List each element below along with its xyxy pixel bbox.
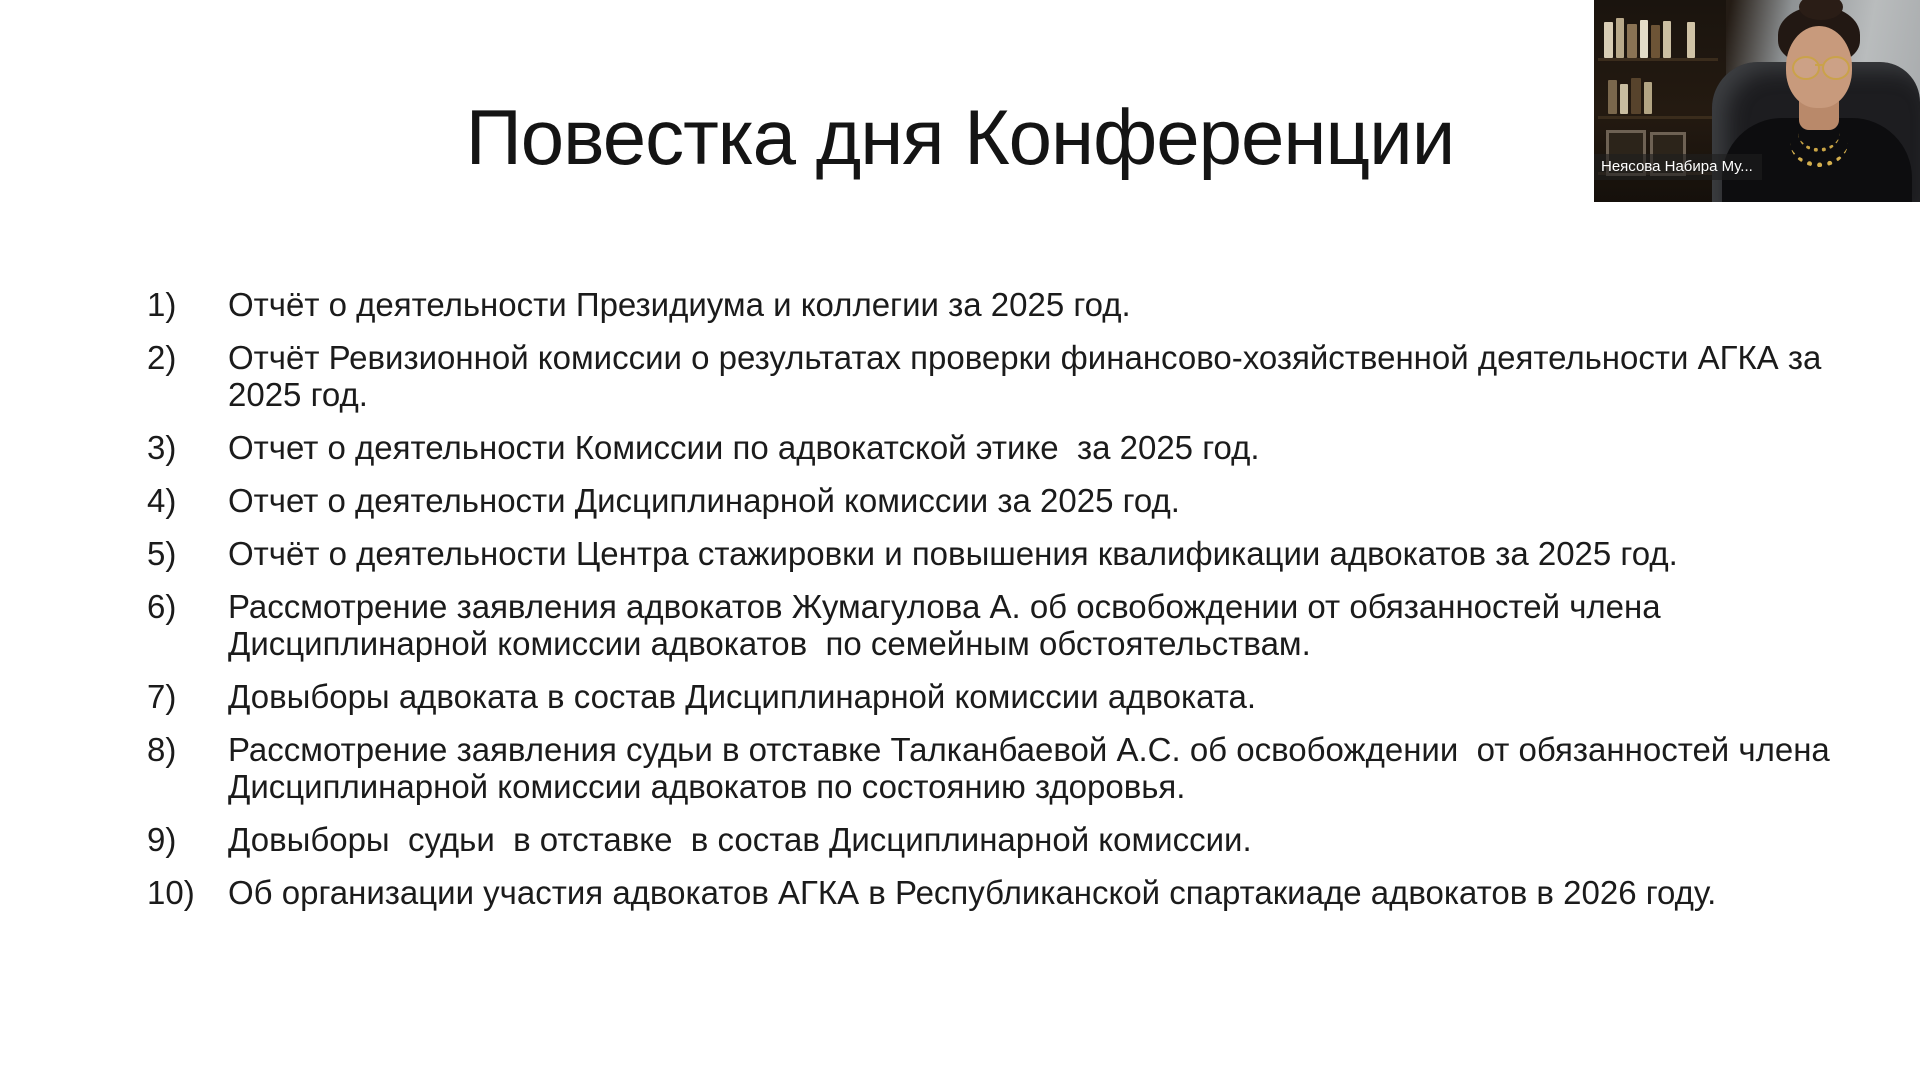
agenda-item-text: Отчёт Ревизионной комиссии о результатах проверки финансово-хозяйственной деятельности АГКА за 2025 год. xyxy=(228,339,1831,413)
gold-chain-graphic xyxy=(1798,114,1840,152)
agenda-item-number: 9) xyxy=(147,821,177,858)
agenda-item-text: Рассмотрение заявления судьи в отставке Талканбаевой А.С. об освобождении от обязанностей члена Дисциплинарной комиссии адвокатов по состоянию здоровья. xyxy=(228,731,1839,805)
agenda-item-text: Довыборы адвоката в состав Дисциплинарной комиссии адвоката. xyxy=(228,678,1256,715)
agenda-list xyxy=(147,286,1867,927)
book-spine xyxy=(1640,20,1648,58)
agenda-item-number: 3) xyxy=(147,429,177,466)
agenda-item-number: 7) xyxy=(147,678,177,715)
participant-name-label: Неясова Набира Му... xyxy=(1594,154,1762,180)
agenda-item-number: 1) xyxy=(147,286,177,323)
book-spine xyxy=(1604,22,1613,58)
agenda-item-number: 8) xyxy=(147,731,177,768)
book-spine xyxy=(1616,18,1624,58)
agenda-item-number: 6) xyxy=(147,588,177,625)
book-spine xyxy=(1651,25,1660,58)
agenda-item-text: Об организации участия адвокатов АГКА в Республиканской спартакиаде адвокатов в 2026 году. xyxy=(228,874,1717,911)
agenda-item xyxy=(147,678,1867,715)
agenda-item-number: 10) xyxy=(147,874,195,911)
agenda-item xyxy=(147,821,1867,858)
glasses-left-lens-graphic xyxy=(1792,56,1820,80)
book-spine xyxy=(1674,26,1684,58)
agenda-item xyxy=(147,588,1867,662)
book-spine xyxy=(1687,22,1695,58)
agenda-item-text: Рассмотрение заявления адвокатов Жумагулова А. об освобождении от обязанностей члена Дисциплинарной комиссии адвокатов по семейным обстоятельствам. xyxy=(228,588,1670,662)
agenda-item-number: 4) xyxy=(147,482,177,519)
agenda-item-number: 5) xyxy=(147,535,177,572)
participant-video[interactable] xyxy=(1594,0,1920,202)
book-spine xyxy=(1620,84,1628,114)
book-spine xyxy=(1644,82,1652,114)
agenda-item xyxy=(147,482,1867,519)
book-spine xyxy=(1627,24,1637,58)
agenda-item xyxy=(147,429,1867,466)
glasses-right-lens-graphic xyxy=(1822,56,1850,80)
agenda-item xyxy=(147,286,1867,323)
agenda-item xyxy=(147,339,1867,413)
agenda-item-text: Отчёт о деятельности Президиума и коллегии за 2025 год. xyxy=(228,286,1131,323)
agenda-item-text: Отчет о деятельности Дисциплинарной комиссии за 2025 год. xyxy=(228,482,1180,519)
book-spine xyxy=(1608,80,1617,114)
agenda-item-number: 2) xyxy=(147,339,177,376)
agenda-item-text: Довыборы судьи в отставке в состав Дисциплинарной комиссии. xyxy=(228,821,1252,858)
agenda-item xyxy=(147,874,1867,911)
book-spine xyxy=(1663,21,1671,58)
agenda-item xyxy=(147,535,1867,572)
agenda-item-text: Отчет о деятельности Комиссии по адвокатской этике за 2025 год. xyxy=(228,429,1260,466)
agenda-item xyxy=(147,731,1867,805)
slide-title: Повестка дня Конференции xyxy=(465,93,1455,181)
glasses-bridge-graphic xyxy=(1815,64,1823,66)
agenda-item-text: Отчёт о деятельности Центра стажировки и повышения квалификации адвокатов за 2025 год. xyxy=(228,535,1678,572)
book-spine xyxy=(1631,78,1641,114)
